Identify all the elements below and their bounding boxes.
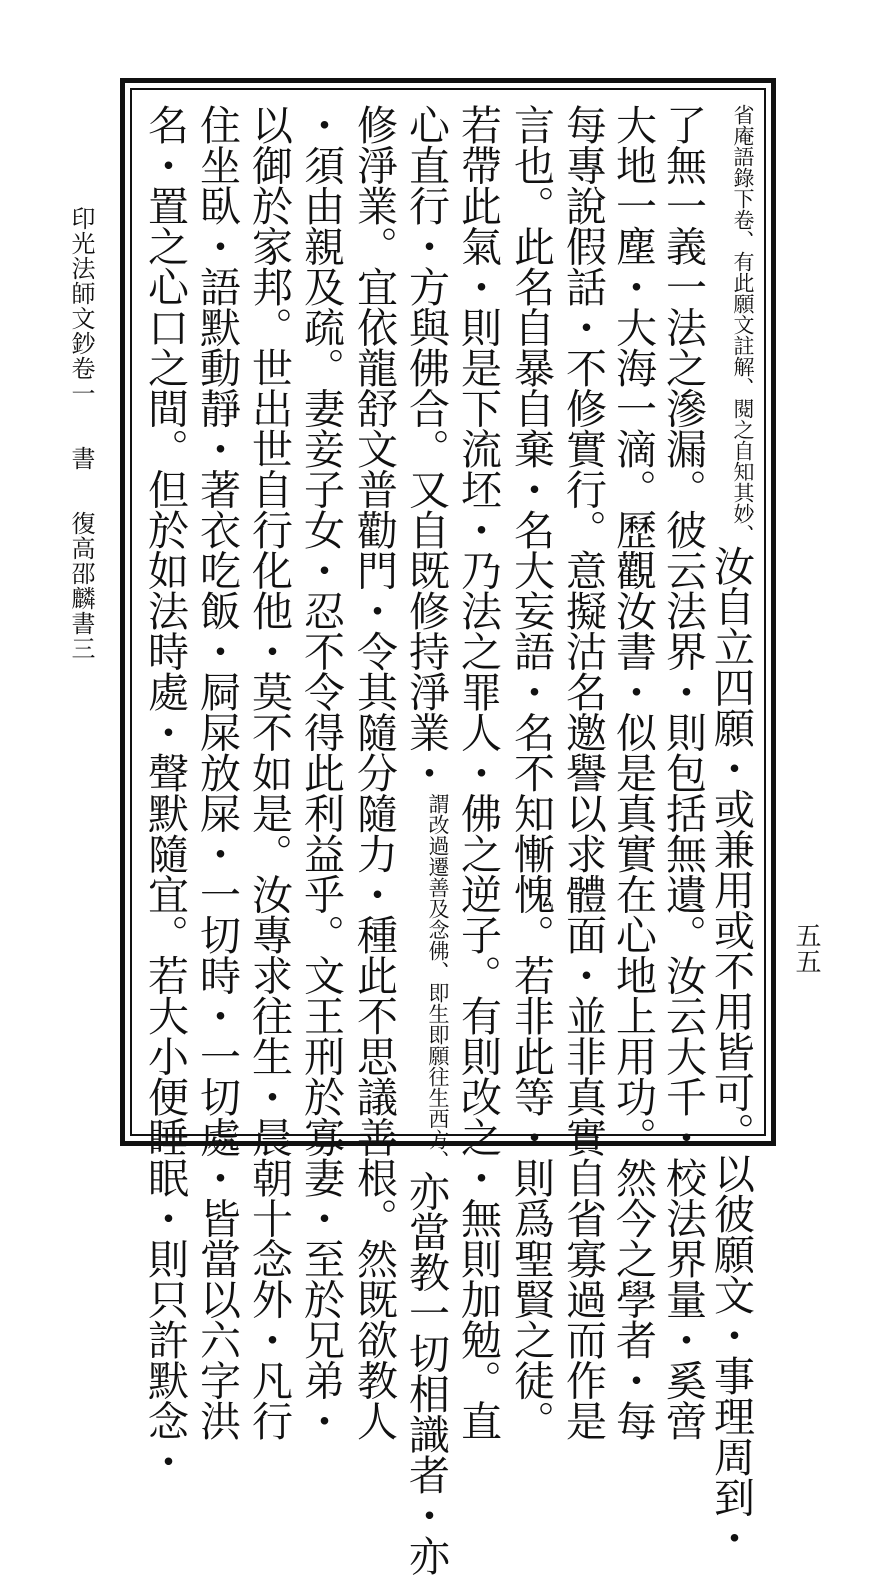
text-column: 名・置之心口之間。但於如法時處・聲默隨宜。若大小便睡眠・則只許默念・ — [141, 104, 189, 1481]
text-column: 以御於家邦。世出世自行化他・莫不如是。汝專求往生・晨朝十念外・凡行 — [245, 104, 293, 1441]
inline-annotation: 省庵語錄下卷、有此願文註解、閱之自知其妙、 — [731, 104, 755, 545]
text-column: 修淨業。宜依龍舒文普勸門・令其隨分隨力・種此不思議善根。然既欲教人 — [350, 104, 398, 1441]
inline-annotation: 謂改過遷善及念佛、即生即願往生西方、 — [426, 792, 450, 1171]
text-column: 省庵語錄下卷、有此願文註解、閱之自知其妙、汝自立四願・或兼用或不用皆可。以彼願文・事理周到・ — [707, 104, 755, 1558]
section-title: 書 — [67, 446, 95, 471]
text-column: 心直行・方與佛合。又自既修持淨業・謂改過遷善及念佛、即生即願往生西方、亦當教一切相識者・亦 — [402, 104, 450, 1576]
margin-title — [64, 206, 99, 661]
text-column: 大地一塵・大海一滴。歷觀汝書・似是真實在心地上用功。然今之學者・每 — [609, 104, 657, 1441]
text-column: 言也。此名自暴自棄・名大妄語・名不知慚愧。若非此等・則爲聖賢之徒。 — [507, 104, 555, 1441]
text-column: 若帶此氣・則是下流坯・乃法之罪人・佛之逆子。有則改之・無則加勉。直 — [454, 104, 502, 1441]
text-column: 了無一義一法之滲漏。彼云法界・則包括無遺。汝云大千・校法界量・奚啻 — [659, 104, 707, 1441]
text-column: 住坐臥・語默動靜・著衣吃飯・屙屎放屎・一切時・一切處・皆當以六字洪 — [193, 104, 241, 1441]
page-number: 五五 — [791, 922, 821, 974]
text-column: ・須由親及疏。妻妾子女・忍不令得此利益乎。文王刑於寡妻・至於兄弟・ — [297, 104, 345, 1441]
text-column: 每專說假話・不修實行。意擬沽名邀譽以求體面・並非真實自省寡過而作是 — [559, 104, 607, 1441]
letter-title: 復高邵麟書三 — [67, 511, 95, 661]
book-title: 印光法師文鈔卷一 — [67, 206, 95, 406]
